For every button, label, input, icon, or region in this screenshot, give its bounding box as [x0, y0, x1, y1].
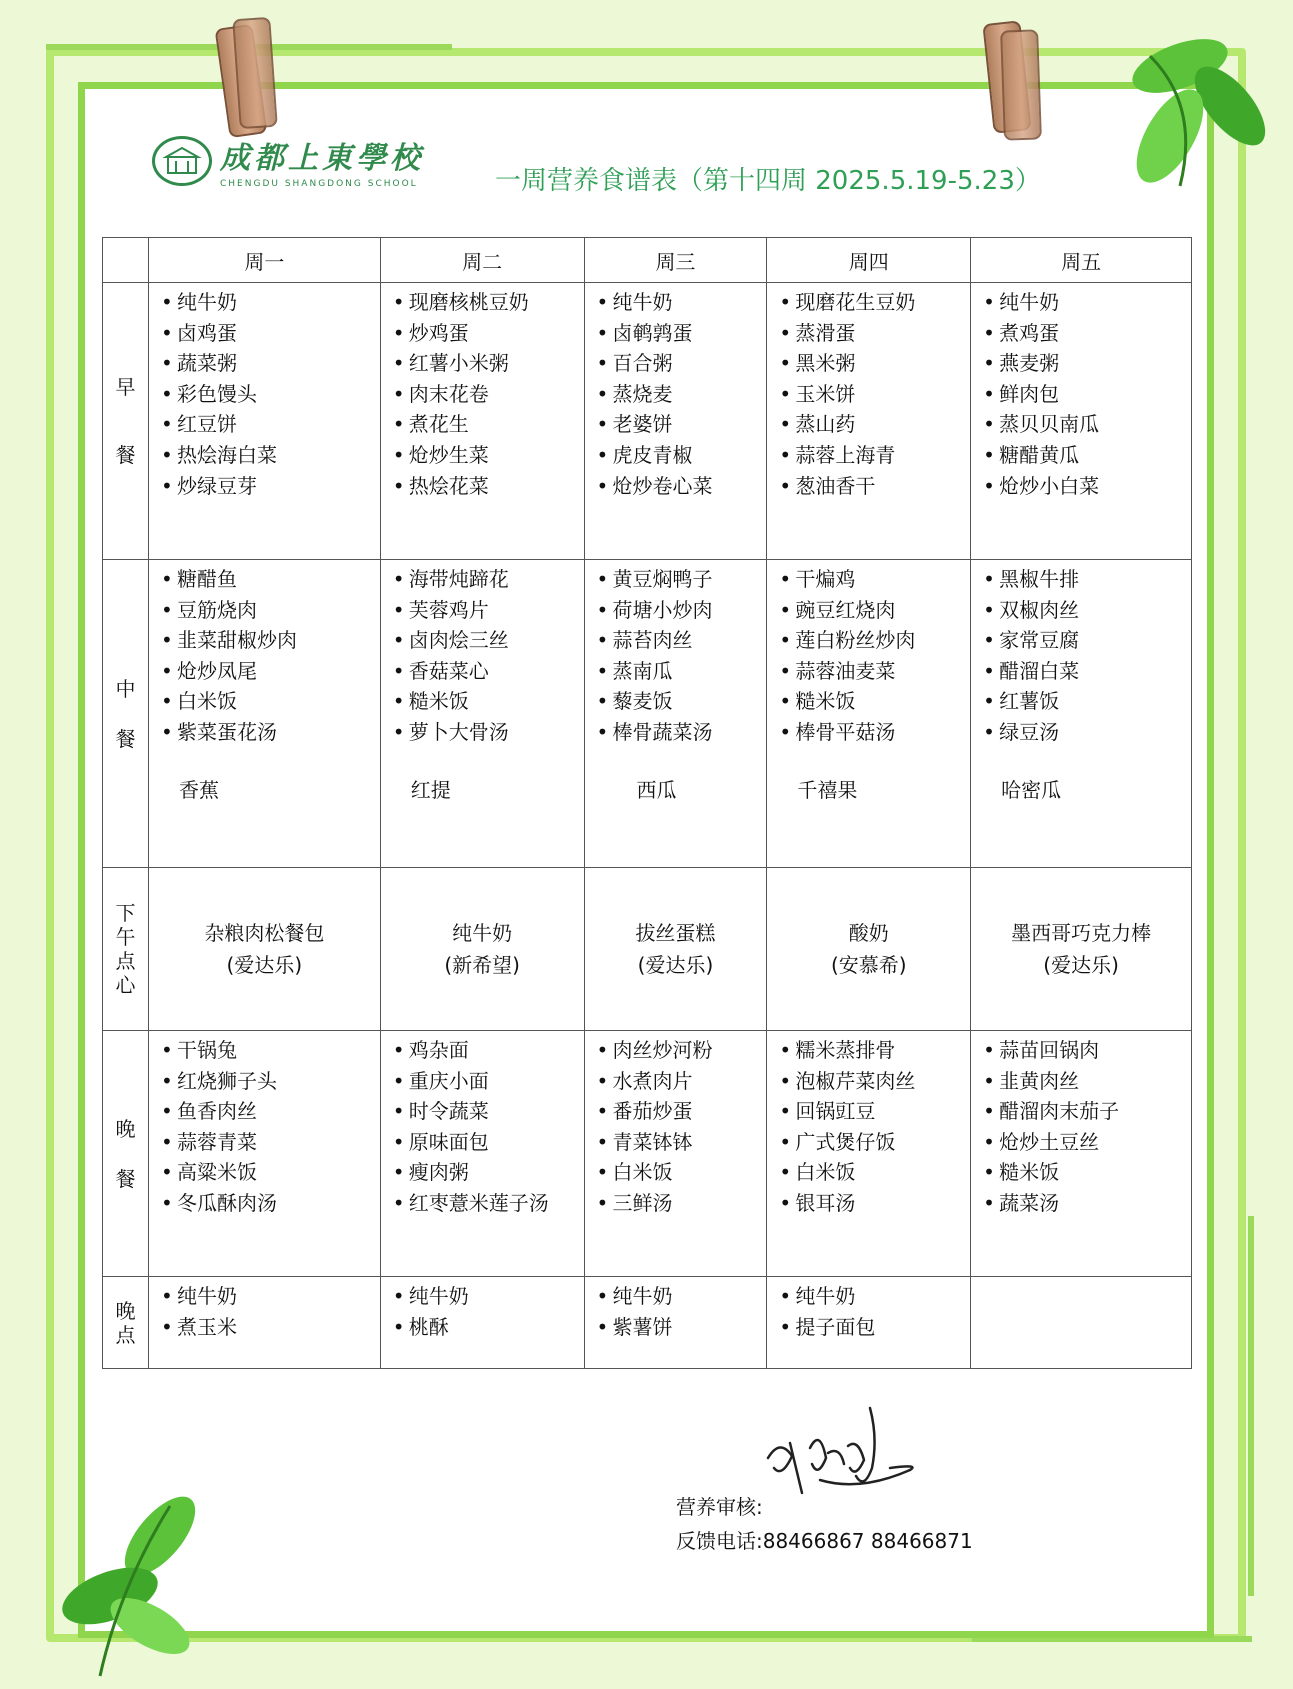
- list-item: • 豌豆红烧肉: [779, 595, 970, 626]
- list-item: • 糯米蒸排骨: [779, 1035, 970, 1066]
- list-item: • 蒸山药: [779, 409, 970, 440]
- list-item: • 纯牛奶: [161, 287, 380, 318]
- list-item: • 红豆饼: [161, 409, 380, 440]
- list-item: • 瘦肉粥: [393, 1157, 584, 1188]
- fruit-label: 红提: [410, 777, 451, 802]
- list-item: • 韭黄肉丝: [983, 1066, 1191, 1097]
- list-item: • 家常豆腐: [983, 625, 1191, 656]
- list-item: • 豆筋烧肉: [161, 595, 380, 626]
- list-item: • 芙蓉鸡片: [393, 595, 584, 626]
- list-item: • 炝炒小白菜: [983, 471, 1191, 502]
- snack-brand: (爱达乐): [226, 953, 303, 977]
- list-item: • 纯牛奶: [597, 1281, 767, 1312]
- list-item: • 绿豆汤: [983, 717, 1191, 748]
- list-item: • 韭菜甜椒炒肉: [161, 625, 380, 656]
- list-item: • 香菇菜心: [393, 656, 584, 687]
- menu-cell: [767, 1277, 971, 1369]
- list-item: • 银耳汤: [779, 1188, 970, 1219]
- list-item: • 桃酥: [393, 1312, 584, 1343]
- list-item: • 棒骨平菇汤: [779, 717, 970, 748]
- list-item: • 重庆小面: [393, 1066, 584, 1097]
- wooden-clip-left: [232, 17, 278, 129]
- list-item: • 百合粥: [597, 348, 767, 379]
- snack-brand: (爱达乐): [637, 953, 714, 977]
- snack-cell: [767, 868, 971, 1031]
- list-item: • 青菜钵钵: [597, 1127, 767, 1158]
- menu-cell: [584, 1277, 767, 1369]
- page-title: 一周营养食谱表（第十四周 2025.5.19-5.23）: [495, 166, 1041, 196]
- table-header-row: [103, 238, 1192, 283]
- menu-cell: [971, 560, 1192, 868]
- list-item: • 红薯小米粥: [393, 348, 584, 379]
- list-item: • 回锅豇豆: [779, 1096, 970, 1127]
- list-item: • 卤鸡蛋: [161, 318, 380, 349]
- list-item: • 纯牛奶: [161, 1281, 380, 1312]
- menu-cell: [380, 1031, 584, 1277]
- list-item: • 现磨核桃豆奶: [393, 287, 584, 318]
- list-item: • 荷塘小炒肉: [597, 595, 767, 626]
- list-item: • 水煮肉片: [597, 1066, 767, 1097]
- list-item: • 蒜苔肉丝: [597, 625, 767, 656]
- meal-label-dinner: 晚 餐: [103, 1031, 149, 1277]
- list-item: • 蒸滑蛋: [779, 318, 970, 349]
- menu-cell: [380, 283, 584, 560]
- lunch-row: [103, 560, 1192, 868]
- menu-cell: [380, 560, 584, 868]
- list-item: • 冬瓜酥肉汤: [161, 1188, 380, 1219]
- list-item: • 紫薯饼: [597, 1312, 767, 1343]
- leaf-cluster-icon: [1090, 26, 1290, 196]
- list-item: • 糙米饭: [393, 686, 584, 717]
- snack-cell: [148, 868, 380, 1031]
- snack-cell: [380, 868, 584, 1031]
- wooden-clip-right: [1000, 29, 1042, 140]
- list-item: • 糖醋黄瓜: [983, 440, 1191, 471]
- dinner-row: [103, 1031, 1192, 1277]
- afternoon-snack-row: [103, 868, 1192, 1031]
- list-item: • 蒜蓉青菜: [161, 1127, 380, 1158]
- phone-line: 反馈电话:88466867 88466871: [676, 1529, 973, 1553]
- list-item: • 葱油香干: [779, 471, 970, 502]
- list-item: • 蒜蓉油麦菜: [779, 656, 970, 687]
- list-item: • 醋溜肉末茄子: [983, 1096, 1191, 1127]
- list-item: • 白米饭: [597, 1157, 767, 1188]
- list-item: • 炝炒凤尾: [161, 656, 380, 687]
- day-header: 周一: [148, 238, 380, 283]
- list-item: • 海带炖蹄花: [393, 564, 584, 595]
- corner-cell: [103, 238, 149, 283]
- list-item: • 热烩海白菜: [161, 440, 380, 471]
- list-item: • 糙米饭: [983, 1157, 1191, 1188]
- snack-name: 墨西哥巧克力棒: [1011, 921, 1152, 945]
- list-item: • 广式煲仔饭: [779, 1127, 970, 1158]
- list-item: • 煮玉米: [161, 1312, 380, 1343]
- leaf-cluster-icon: [40, 1486, 220, 1686]
- menu-cell-empty: [971, 1277, 1192, 1369]
- list-item: • 白米饭: [161, 686, 380, 717]
- list-item: • 炒鸡蛋: [393, 318, 584, 349]
- list-item: • 炝炒卷心菜: [597, 471, 767, 502]
- menu-cell: [584, 1031, 767, 1277]
- fruit-label: 香蕉: [178, 777, 219, 802]
- footer: [676, 1490, 973, 1558]
- frame-accent-line: [1248, 1216, 1254, 1596]
- list-item: • 老婆饼: [597, 409, 767, 440]
- snack-brand: (安慕希): [830, 953, 907, 977]
- list-item: • 炒绿豆芽: [161, 471, 380, 502]
- menu-cell: [767, 560, 971, 868]
- fruit-label: 哈密瓜: [1001, 777, 1062, 802]
- menu-cell: [584, 283, 767, 560]
- day-header: 周二: [380, 238, 584, 283]
- list-item: • 双椒肉丝: [983, 595, 1191, 626]
- review-label: 营养审核:: [676, 1495, 763, 1519]
- snack-cell: [584, 868, 767, 1031]
- snack-name: 酸奶: [848, 921, 889, 945]
- menu-cell: [767, 1031, 971, 1277]
- list-item: • 纯牛奶: [393, 1281, 584, 1312]
- day-header: 周四: [767, 238, 971, 283]
- list-item: • 炝炒土豆丝: [983, 1127, 1191, 1158]
- list-item: • 纯牛奶: [779, 1281, 970, 1312]
- list-item: • 蒸烧麦: [597, 379, 767, 410]
- list-item: • 彩色馒头: [161, 379, 380, 410]
- list-item: • 热烩花菜: [393, 471, 584, 502]
- breakfast-row: [103, 283, 1192, 560]
- list-item: • 煮花生: [393, 409, 584, 440]
- meal-label-afternoon-snack: 下 午 点 心: [103, 868, 149, 1031]
- list-item: • 黑椒牛排: [983, 564, 1191, 595]
- day-header: 周五: [971, 238, 1192, 283]
- menu-cell: [584, 560, 767, 868]
- list-item: • 糖醋鱼: [161, 564, 380, 595]
- night-snack-row: [103, 1277, 1192, 1369]
- list-item: • 纯牛奶: [597, 287, 767, 318]
- list-item: • 三鲜汤: [597, 1188, 767, 1219]
- menu-cell: [148, 283, 380, 560]
- day-header: 周三: [584, 238, 767, 283]
- snack-brand: (爱达乐): [1043, 953, 1119, 977]
- list-item: • 肉丝炒河粉: [597, 1035, 767, 1066]
- list-item: • 番茄炒蛋: [597, 1096, 767, 1127]
- menu-cell: [148, 1277, 380, 1369]
- list-item: • 高粱米饭: [161, 1157, 380, 1188]
- weekly-menu-table: [102, 237, 1192, 1369]
- list-item: • 时令蔬菜: [393, 1096, 584, 1127]
- list-item: • 燕麦粥: [983, 348, 1191, 379]
- menu-cell: [971, 1031, 1192, 1277]
- list-item: • 白米饭: [779, 1157, 970, 1188]
- school-logo: [152, 133, 424, 189]
- list-item: • 蔬菜粥: [161, 348, 380, 379]
- list-item: • 干锅兔: [161, 1035, 380, 1066]
- meal-label-lunch: 中 餐: [103, 560, 149, 868]
- fruit-label: 千禧果: [797, 777, 858, 802]
- school-name-cn: 成都上東學校: [220, 141, 424, 176]
- list-item: • 鱼香肉丝: [161, 1096, 380, 1127]
- list-item: • 黄豆焖鸭子: [597, 564, 767, 595]
- menu-cell: [971, 283, 1192, 560]
- list-item: • 红烧狮子头: [161, 1066, 380, 1097]
- list-item: • 醋溜白菜: [983, 656, 1191, 687]
- menu-cell: [767, 283, 971, 560]
- list-item: • 蔬菜汤: [983, 1188, 1191, 1219]
- list-item: • 蒜苗回锅肉: [983, 1035, 1191, 1066]
- list-item: • 鲜肉包: [983, 379, 1191, 410]
- snack-name: 纯牛奶: [452, 921, 513, 945]
- list-item: • 原味面包: [393, 1127, 584, 1158]
- list-item: • 黑米粥: [779, 348, 970, 379]
- list-item: • 棒骨蔬菜汤: [597, 717, 767, 748]
- list-item: • 蒜蓉上海青: [779, 440, 970, 471]
- list-item: • 干煸鸡: [779, 564, 970, 595]
- list-item: • 蒸贝贝南瓜: [983, 409, 1191, 440]
- list-item: • 现磨花生豆奶: [779, 287, 970, 318]
- list-item: • 纯牛奶: [983, 287, 1191, 318]
- menu-cell: [148, 560, 380, 868]
- school-name-en: CHENGDU SHANGDONG SCHOOL: [220, 179, 418, 189]
- list-item: • 红薯饭: [983, 686, 1191, 717]
- list-item: • 莲白粉丝炒肉: [779, 625, 970, 656]
- list-item: • 糙米饭: [779, 686, 970, 717]
- snack-name: 拔丝蛋糕: [635, 921, 716, 945]
- snack-name: 杂粮肉松餐包: [204, 921, 325, 945]
- snack-brand: (新希望): [444, 953, 520, 977]
- list-item: • 玉米饼: [779, 379, 970, 410]
- list-item: • 蒸南瓜: [597, 656, 767, 687]
- list-item: • 藜麦饭: [597, 686, 767, 717]
- list-item: • 肉末花卷: [393, 379, 584, 410]
- meal-label-night-snack: 晚 点: [103, 1277, 149, 1369]
- list-item: • 鸡杂面: [393, 1035, 584, 1066]
- snack-cell: [971, 868, 1192, 1031]
- list-item: • 煮鸡蛋: [983, 318, 1191, 349]
- meal-label-breakfast: 早 餐: [103, 283, 149, 560]
- list-item: • 提子面包: [779, 1312, 970, 1343]
- list-item: • 泡椒芹菜肉丝: [779, 1066, 970, 1097]
- list-item: • 炝炒生菜: [393, 440, 584, 471]
- menu-cell: [380, 1277, 584, 1369]
- list-item: • 卤肉烩三丝: [393, 625, 584, 656]
- list-item: • 萝卜大骨汤: [393, 717, 584, 748]
- menu-cell: [148, 1031, 380, 1277]
- fruit-label: 西瓜: [636, 777, 677, 802]
- school-emblem-icon: [152, 136, 212, 186]
- list-item: • 紫菜蛋花汤: [161, 717, 380, 748]
- list-item: • 虎皮青椒: [597, 440, 767, 471]
- list-item: • 红枣薏米莲子汤: [393, 1188, 584, 1219]
- list-item: • 卤鹌鹑蛋: [597, 318, 767, 349]
